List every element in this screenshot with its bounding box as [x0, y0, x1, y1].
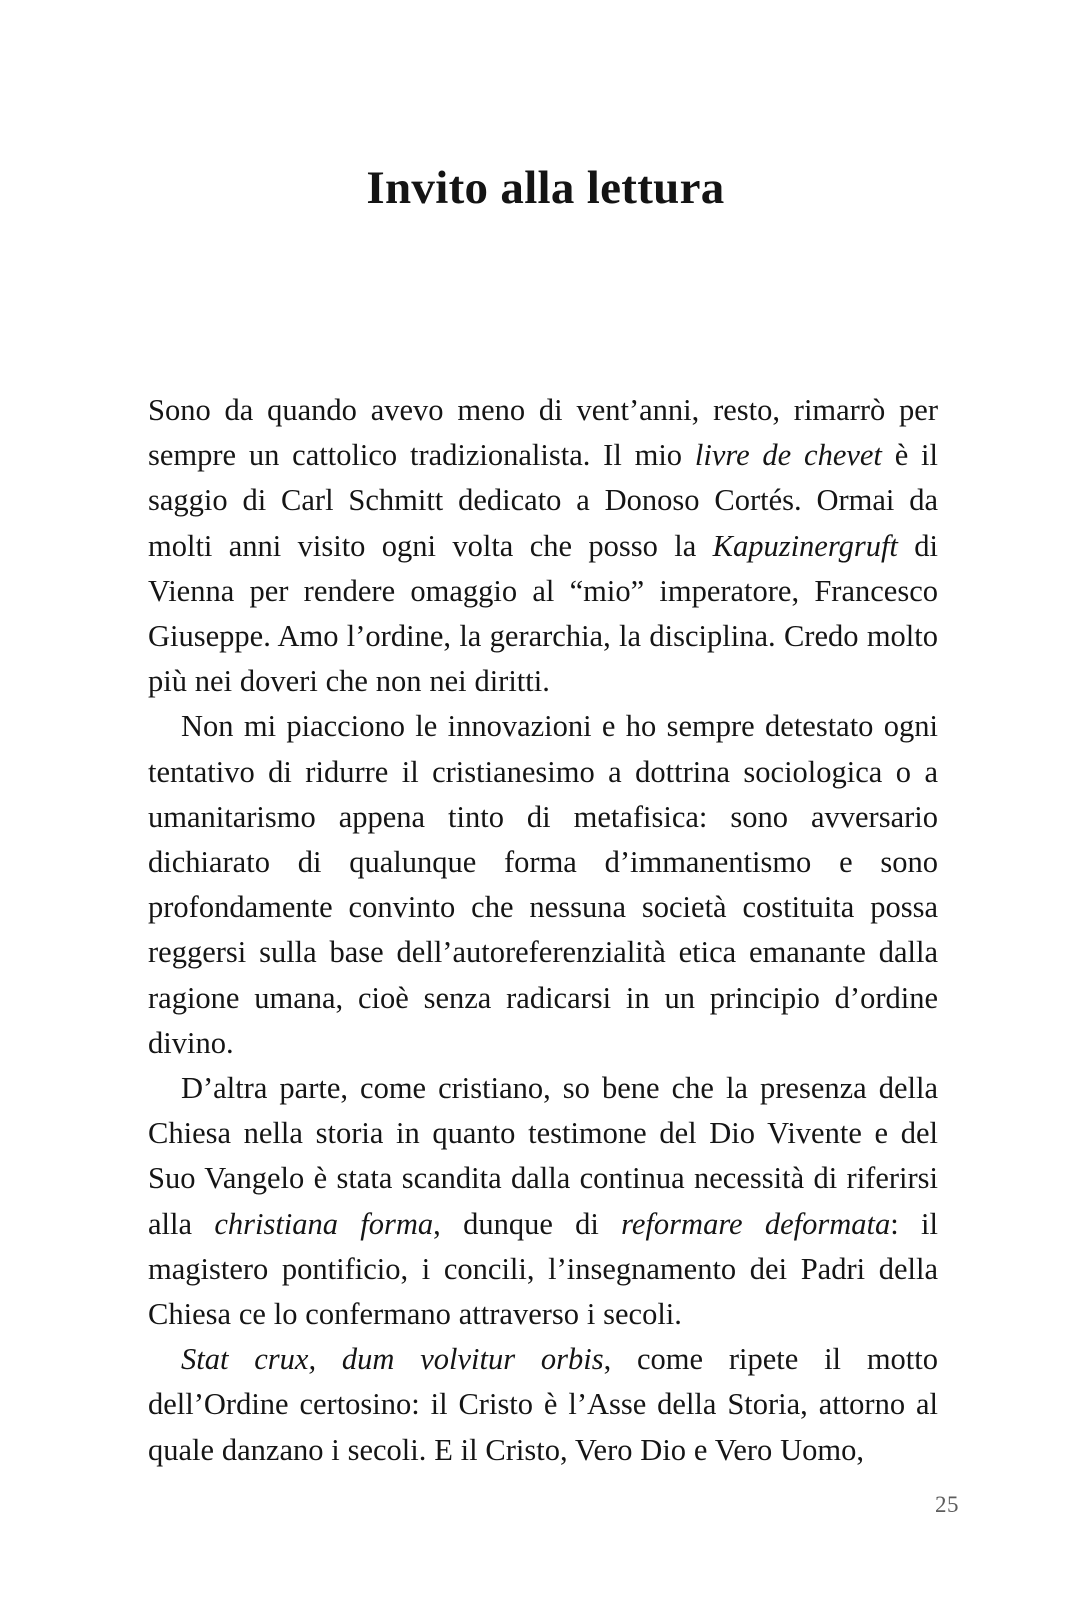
text-run: : il magistero pontificio, i concili, l’insegnamento dei Padri della Chiesa ce lo confermano attraverso i secoli.: [148, 1206, 938, 1332]
paragraph: [148, 1066, 938, 1337]
text-run: , come ripete il motto dell’Ordine certosino: il Cristo è l’Asse della Storia, attorno al quale danzano i secoli. E il Cristo, Vero Dio e Vero Uomo,: [148, 1342, 938, 1467]
text-run: , dunque di: [433, 1206, 622, 1241]
emphasis-text: livre de chevet: [694, 438, 882, 473]
paragraph: [148, 388, 938, 704]
text-run: D’altra parte, come cristiano, so bene che la presenza della Chiesa nella storia in quanto testimone del Dio Vivente e del Suo Vangelo è stata scandita dalla continua necessità di riferirsi alla: [148, 1071, 938, 1241]
text-run: di Vienna per rendere omaggio al “mio” imperatore, Francesco Giuseppe. Amo l’ordine, la gerarchia, la disciplina. Credo molto più nei doveri che non nei diritti.: [148, 528, 938, 699]
text-run: Non mi piacciono le innovazioni e ho sempre detestato ogni tentativo di ridurre il cristianesimo a dottrina sociologica o a umanitarismo appena tinto di metafisica: sono avversario dichiarato di qualunque forma d’immanentismo e sono profondamente convinto che nessuna società costituita possa reggersi sulla base dell’autoreferenzialità etica emanante dalla ragione umana, cioè senza radicarsi in un principio d’ordine divino.: [148, 709, 938, 1060]
emphasis-text: reformare deformata: [621, 1206, 891, 1241]
text-run: è il saggio di Carl Schmitt dedicato a Donoso Cortés. Ormai da molti anni visito ogni volta che posso la: [148, 438, 938, 563]
body-text: [148, 388, 938, 1473]
paragraph: [148, 1337, 938, 1473]
emphasis-text: christiana forma: [214, 1206, 434, 1241]
page-number: 25: [935, 1492, 959, 1517]
text-run: Sono da quando avevo meno di vent’anni, resto, rimarrò per sempre un cattolico tradizionalista. Il mio: [148, 393, 938, 473]
paragraph: [148, 704, 938, 1066]
emphasis-text: Stat crux, dum volvitur orbis: [181, 1342, 604, 1377]
emphasis-text: Kapuzinergruft: [712, 528, 898, 563]
page-title: Invito alla lettura: [366, 162, 725, 215]
